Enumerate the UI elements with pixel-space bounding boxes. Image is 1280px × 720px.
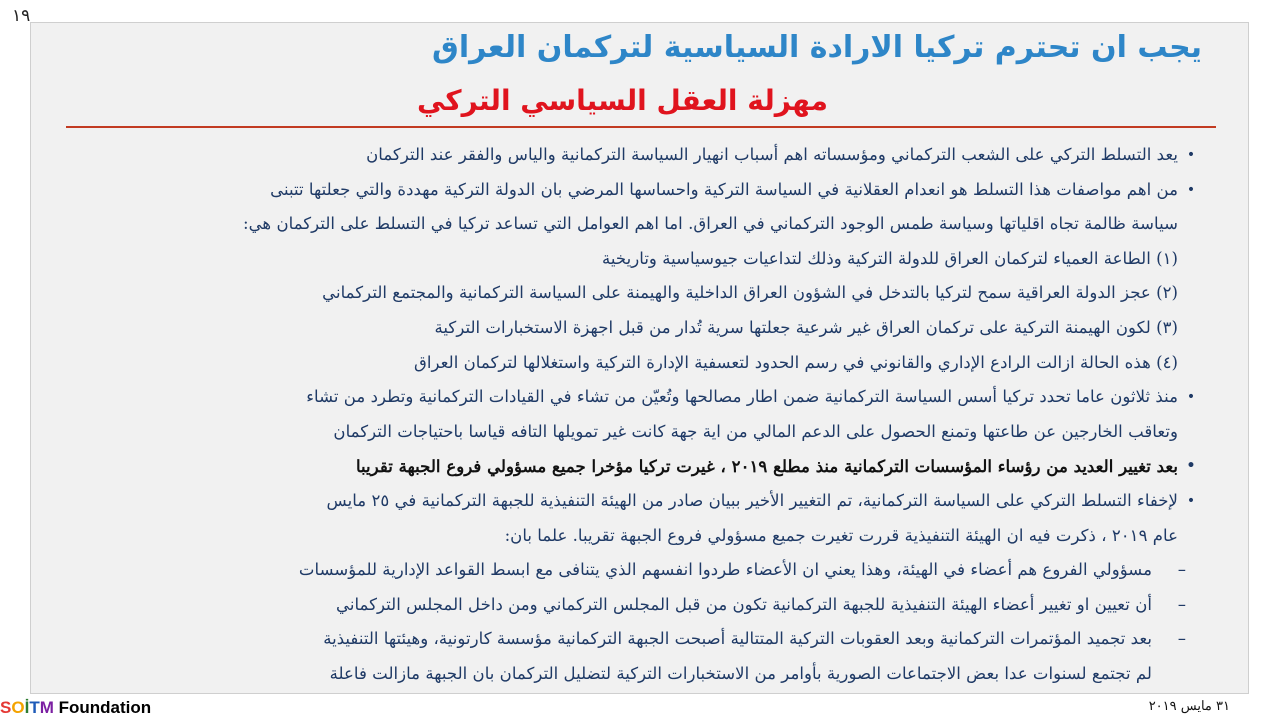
bullet-line: يعد التسلط التركي على الشعب التركماني ومؤسساته اهم أسباب انهيار السياسة التركمانية والياس والفقر عند التركمان: [366, 145, 1178, 164]
dash-line: مسؤولي الفروع هم أعضاء في الهيئة، وهذا يعني ان الأعضاء طردوا انفسهم الذي يتنافى مع ابسط القواعد الإدارية للمؤسسات: [298, 560, 1152, 580]
bullet-line: بعد تغيير العديد من رؤساء المؤسسات التركمانية منذ مطلع ٢٠١٩ ، غيرت تركيا مؤخرا جميع مسؤولي فروع الجبهة تقريبا: [355, 456, 1178, 477]
numbered-item: (٣) لكون الهيمنة التركية على تركمان العراق غير شرعية جعلتها سرية تُدار من قبل اجهزة الاستخبارات التركية: [434, 317, 1178, 337]
numbered-list: [75, 242, 1200, 380]
bullet-line: من اهم مواصفات هذا التسلط هو انعدام العقلانية في السياسة التركية واحساسها المرضي بان الدولة التركية مهددة والتي جعلتها تتبنى: [270, 179, 1178, 199]
soitm-logo: SOİTM Foundation: [0, 698, 152, 717]
dash-line: بعد تجميد المؤتمرات التركمانية وبعد العقوبات التركية المتتالية أصبحت الجبهة التركمانية مؤسسة كارتونية، وهيئتها التنفيذية: [323, 629, 1152, 649]
numbered-item: (١) الطاعة العمياء لتركمان العراق للدولة التركية وذلك لتداعيات جيوسياسية وتاريخية: [602, 248, 1178, 268]
bullet-item: [75, 484, 1200, 553]
slide-content: [75, 138, 1200, 692]
bullet-line: عام ٢٠١٩ ، ذكرت فيه ان الهيئة التنفيذية قررت تغيرت جميع مسؤولي فروع الجبهة تقريبا. علما بان:: [504, 525, 1178, 545]
dash-item: [75, 588, 1200, 623]
dash-item: [75, 622, 1200, 691]
bullet-item: [75, 173, 1200, 242]
bullet-icon: •: [1186, 147, 1196, 163]
bullet-line: سياسة ظالمة تجاه اقلياتها وسياسة طمس الوجود التركماني في العراق. اما اهم العوامل التي تساعد تركيا في التسلط على التركمان هي:: [243, 214, 1178, 234]
bullet-line: لإخفاء التسلط التركي على السياسة التركمانية، تم التغيير الأخير ببيان صادر من الهيئة التنفيذية للجبهة التركمانية في ٢٥ مايس: [326, 490, 1178, 510]
page-number: ١٩: [12, 6, 31, 26]
bullet-line: منذ ثلاثون عاما تحدد تركيا أسس السياسة التركمانية ضمن اطار مصالحها وتُعيّن من تشاء في القيادات التركمانية وتطرد من تشاء: [306, 387, 1178, 407]
dash-line: أن تعيين او تغيير أعضاء الهيئة التنفيذية للجبهة التركمانية تكون من قبل المجلس التركماني ومن داخل المجلس التركماني: [336, 594, 1152, 614]
bullet-item: [75, 380, 1200, 449]
slide-subtitle: مهزلة العقل السياسي التركي: [416, 84, 828, 117]
numbered-item: (٤) هذه الحالة ازالت الرادع الإداري والقانوني في رسم الحدود لتعسفية الإدارة التركية واستغلالها لتركمان العراق: [414, 352, 1178, 372]
dash-icon: –: [1177, 594, 1186, 614]
footer-date: ٣١ مايس ٢٠١٩: [1148, 699, 1230, 714]
bullet-icon: •: [1186, 181, 1196, 198]
dash-item: [75, 553, 1200, 588]
bullet-item: [75, 138, 1200, 173]
dash-line: لم تجتمع لسنوات عدا بعض الاجتماعات الصورية بأوامر من الاستخبارات التركية لتضليل التركمان بان الجبهة مازالت فاعلة: [329, 663, 1152, 683]
bullet-icon: •: [1186, 492, 1196, 509]
bullet-icon: •: [1186, 389, 1196, 406]
title-divider: [66, 126, 1216, 128]
bullet-icon: •: [1186, 458, 1196, 475]
dash-icon: –: [1177, 560, 1186, 580]
dash-icon: –: [1177, 629, 1186, 649]
slide-title: يجب ان تحترم تركيا الارادة السياسية لتركمان العراق: [432, 30, 1202, 65]
bullet-item: [75, 449, 1200, 484]
bullet-line: وتعاقب الخارجين عن طاعتها وتمنع الحصول على الدعم المالي من اية جهة كانت غير تمويلها التافه قياسا باحتياجات التركمان: [333, 421, 1178, 441]
numbered-item: (٢) عجز الدولة العراقية سمح لتركيا بالتدخل في الشؤون العراق الداخلية والهيمنة على السياسة التركمانية والمجتمع التركماني: [322, 283, 1178, 303]
